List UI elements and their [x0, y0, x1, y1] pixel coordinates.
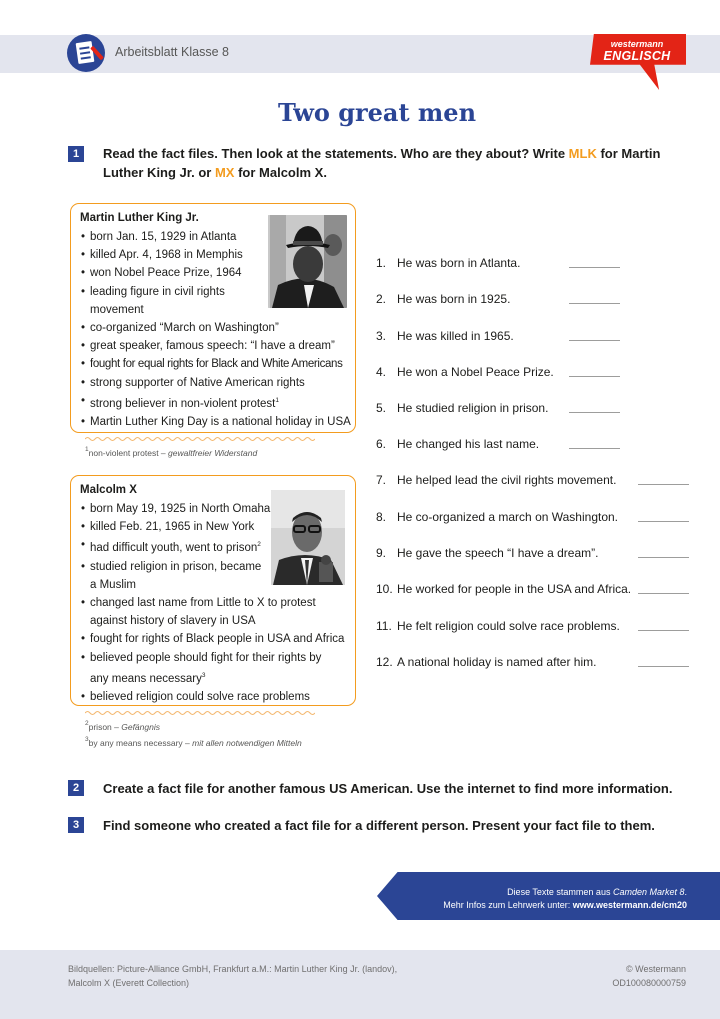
- answer-line-10[interactable]: [638, 593, 689, 594]
- fact-item: • born Jan. 15, 1929 in Atlanta: [81, 228, 351, 246]
- answer-line-9[interactable]: [638, 557, 689, 558]
- copyright-info: © Westermann OD100080000759: [612, 964, 686, 988]
- fact-item: • believed religion could solve race problems: [81, 688, 344, 706]
- footnote-3: $^3$by any means necessary – mit allen notwendigen Mitteln: [85, 736, 302, 748]
- fact-item: • born May 19, 1925 in North Omaha: [81, 500, 344, 518]
- answer-line-7[interactable]: [638, 484, 689, 485]
- banner-book-title: Camden Market 8: [612, 887, 685, 897]
- answer-line-6[interactable]: [569, 448, 620, 449]
- footnote-divider-mx: [85, 710, 315, 716]
- statement-3: 3. He was killed in 1965.: [376, 329, 514, 343]
- fact-file-mlk: [70, 203, 356, 433]
- statement-1: 1. He was born in Atlanta.: [376, 256, 521, 270]
- image-credits: Bildquellen: Picture-Alliance GmbH, Frankfurt a.M.: Martin Luther King Jr. (landov), Malcolm X (Everett Collection): [68, 964, 398, 988]
- fact-item: • strong believer in non-violent protest$^1$: [81, 392, 351, 413]
- fact-item: • great speaker, famous speech: “I have a dream”: [81, 337, 351, 355]
- fact-item: • changed last name from Little to X to protest against history of slavery in USA: [81, 594, 344, 630]
- fact-item: • had difficult youth, went to prison$^2$: [81, 536, 344, 557]
- mx-portrait-icon: [271, 490, 345, 585]
- task-2-instruction: Create a fact file for another famous US American. Use the internet to find more information.: [103, 781, 673, 796]
- statement-8: 8. He co-organized a march on Washington.: [376, 510, 619, 524]
- fact-file-heading: Malcolm X: [80, 484, 137, 496]
- fact-item: • killed Apr. 4, 1968 in Memphis: [81, 246, 351, 264]
- statement-11: 11. He felt religion could solve race problems.: [376, 619, 620, 633]
- task-1-number: 1: [68, 146, 84, 162]
- task-1-instruction: Read the fact files. Then look at the statements. Who are they about? Write MLK for Martin Luther King Jr. or MX for Malcolm X.: [103, 146, 661, 180]
- fact-item: • believed people should fight for their rights by any means necessary$^3$: [81, 649, 344, 688]
- answer-line-8[interactable]: [638, 521, 689, 522]
- answer-line-1[interactable]: [569, 267, 620, 268]
- answer-line-4[interactable]: [569, 376, 620, 377]
- fact-item: • strong supporter of Native American rights: [81, 374, 351, 392]
- fact-item: • won Nobel Peace Prize, 1964: [81, 264, 351, 282]
- brand-subject: ENGLISCH: [603, 49, 671, 63]
- fact-item: • fought for rights of Black people in USA and Africa: [81, 630, 344, 648]
- fact-item: • studied religion in prison, became a Muslim: [81, 558, 344, 594]
- fact-item: • co-organized “March on Washington”: [81, 319, 351, 337]
- brand-name: westermann: [610, 39, 664, 49]
- statement-12: 12. A national holiday is named after him.: [376, 655, 597, 669]
- fact-item: • killed Feb. 21, 1965 in New York: [81, 518, 344, 536]
- answer-line-5[interactable]: [569, 412, 620, 413]
- footnote-2: $^2$prison – Gefängnis: [85, 720, 160, 732]
- statement-4: 4. He won a Nobel Peace Prize.: [376, 365, 554, 379]
- banner-info-text: Mehr Infos zum Lehrwerk unter: www.westermann.de/cm20: [443, 900, 687, 910]
- banner-source-text: Diese Texte stammen aus Camden Market 8.: [507, 887, 687, 897]
- worksheet-label: Arbeitsblatt Klasse 8: [115, 45, 229, 59]
- document-code: OD100080000759: [612, 978, 686, 988]
- code-mlk: MLK: [568, 146, 597, 161]
- answer-line-2[interactable]: [569, 303, 620, 304]
- answer-line-3[interactable]: [569, 340, 620, 341]
- worksheet-logo-icon: [67, 34, 105, 72]
- page-title: Two great men: [277, 98, 477, 127]
- fact-item: • Martin Luther King Day is a national holiday in USA: [81, 413, 351, 431]
- statement-6: 6. He changed his last name.: [376, 437, 540, 451]
- footnote-divider-mlk: [85, 436, 315, 442]
- fact-item: • leading figure in civil rights movement: [81, 283, 351, 319]
- code-mx: MX: [214, 165, 235, 180]
- footnote-1: $^1$non-violent protest – gewaltfreier Widerstand: [85, 446, 258, 458]
- fact-file-heading: Martin Luther King Jr.: [80, 212, 199, 224]
- mlk-portrait-icon: [268, 215, 347, 308]
- statement-5: 5. He studied religion in prison.: [376, 401, 549, 415]
- answer-line-12[interactable]: [638, 666, 689, 667]
- westermann-logo: [590, 34, 686, 90]
- task-2-number: 2: [68, 780, 84, 796]
- statement-10: 10. He worked for people in the USA and Africa.: [376, 582, 632, 596]
- task-3-number: 3: [68, 817, 84, 833]
- answer-line-11[interactable]: [638, 630, 689, 631]
- task-3-instruction: Find someone who created a fact file for a different person. Present your fact file to them.: [103, 818, 655, 833]
- statement-9: 9. He gave the speech “I have a dream”.: [376, 546, 599, 560]
- banner-url-link[interactable]: www.westermann.de/cm20: [572, 900, 687, 910]
- fact-file-mx: [70, 475, 356, 706]
- statement-2: 2. He was born in 1925.: [376, 292, 511, 306]
- fact-item: • fought for equal rights for Black and White Americans: [81, 355, 351, 373]
- statement-7: 7. He helped lead the civil rights movement.: [376, 473, 617, 487]
